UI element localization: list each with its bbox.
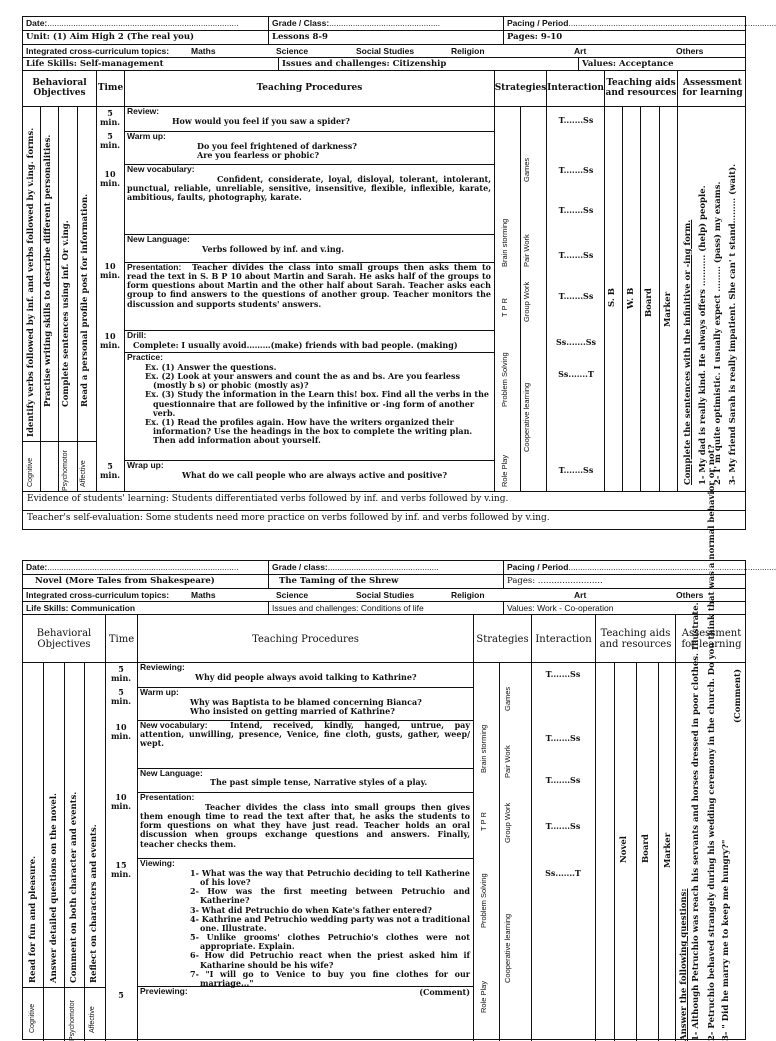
interaction-1: T.......Ss (545, 669, 581, 679)
presentation-text: Teacher divides the class into small groups then gives them enough time to read the text after that, he asks the students to form questions on what they have just read. Teacher holds an oral discussion when groups exchange questions and answers. Finally, teacher checks them. (140, 801, 470, 849)
life-skills: Life Skills: Self-management (26, 59, 164, 69)
col-objectives: Behavioral Objectives (36, 628, 92, 650)
objective-2: Answer detailed questions on the novel. (49, 792, 59, 983)
vocab-section (137, 720, 473, 768)
language-title: New Language: (127, 234, 190, 244)
objectives-area (23, 663, 105, 1041)
subject-religion: Religion (451, 46, 485, 56)
grade-value: ............................................... (327, 562, 439, 572)
pages: Pages: 9-10 (503, 31, 747, 44)
evidence-row: Evidence of students' learning: Students differentiated verbs followed by inf. and verbs followed by v.ing. (23, 491, 745, 510)
grade-label: Grade / Class: (272, 18, 330, 28)
viewing-title: Viewing: (140, 858, 175, 868)
practice-section (124, 352, 494, 460)
time-review: 5 min. (99, 108, 121, 127)
strategy-tpr: T P R (500, 298, 509, 317)
header-row-cross (23, 45, 745, 58)
viewing-question: 3- What did Petruchio do when Kate's father entered? (190, 904, 432, 915)
pacing-label: Pacing / Period (507, 562, 569, 572)
values: Values: Work - Co-operation (503, 602, 747, 614)
interaction-3: T.......Ss (558, 205, 594, 215)
strategy-problem: Problem Solving (479, 873, 488, 928)
strategy-groupwork: Group Work (503, 802, 512, 843)
strategy-pairwork: Pair Work (503, 745, 512, 778)
grade-label: Grade / class: (272, 562, 328, 572)
procedures (137, 663, 473, 1041)
strategy-brainstorming: Brain storming (500, 218, 509, 267)
practice-item: Ex. (1) Answer the questions. (145, 361, 277, 372)
viewing-question: 5- Unlike grooms' clothes Petruchio's clothes were not appropriate. Explain. (190, 932, 470, 952)
warmup-title: Warm up: (140, 687, 179, 697)
unit-title: Unit: (1) Aim High 2 (The real you) (26, 32, 195, 42)
time-vocab: 10 min. (110, 722, 132, 741)
procedures (124, 107, 494, 491)
time-practice: 10 min. (99, 331, 121, 350)
time-warmup: 5 min. (99, 131, 121, 150)
subject-social: Social Studies (356, 46, 415, 56)
warmup-line-1: Do you feel frightened of darkness? (197, 140, 357, 151)
warmup-section (124, 131, 494, 164)
grade-value: ............................................... (329, 18, 441, 28)
cross-label: Integrated cross-curriculum topics: (26, 46, 170, 56)
lesson-title: The Taming of the Shrew (268, 575, 503, 588)
interaction-7: Ss.......T (558, 369, 594, 379)
header-row-unit (23, 31, 745, 45)
assessment-item-2: 2- Petruchio behaved strangely during his wedding ceremony in the church. Do you think that was a normal behavior or not? (707, 444, 717, 1041)
domain-psychomotor: Psychomotor (69, 1000, 76, 1041)
cross-label: Integrated cross-curriculum topics: (26, 590, 170, 600)
issues: Issues and challenges: Conditions of life (268, 602, 503, 614)
strategy-brainstorming: Brain storming (479, 724, 488, 773)
life-skills: Life Skills: Communication (26, 603, 136, 613)
subject-art: Art (574, 590, 587, 600)
language-text: The past simple tense, Narrative styles of a play. (210, 776, 428, 787)
warmup-line-1: Why was Baptista to be blamed concerning Bianca? (190, 696, 422, 707)
presentation-title: Presentation: (140, 792, 195, 802)
col-interaction: Interaction (546, 71, 604, 107)
assessment-instruction: Answer the following questions: (679, 888, 689, 1041)
plan1-body (23, 107, 745, 491)
aid-board: Board (641, 834, 651, 863)
novel-title: Novel (More Tales from Shakespeare) (35, 576, 215, 586)
language-section (124, 234, 494, 262)
interaction-1: T.......Ss (558, 115, 594, 125)
pacing-label: Pacing / Period (507, 18, 569, 28)
aid-novel: Novel (619, 835, 629, 863)
issues: Issues and challenges: Citizenship (278, 58, 578, 70)
strategy-groupwork: Group Work (522, 281, 531, 322)
time-reviewing: 5 min. (110, 664, 132, 683)
col-assessment: Assessment for learning (677, 71, 747, 107)
strategy-games: Games (522, 157, 531, 182)
pacing-value: ........................................................................................ (568, 562, 776, 572)
practice-item: Ex. (1) Read the profiles again. How have the writers organized their information? Use the headings in the box to complete the writing plan. Then add information about yourself. (145, 416, 473, 446)
interaction-4: T.......Ss (545, 821, 581, 831)
practice-item: Ex. (3) Study the information in the Learn this! box. Find all the verbs in the questionnaire that are followed by the infinitive or -ing form of another verb. (145, 389, 490, 418)
objective-4: Read a personal profile post for information. (80, 193, 90, 407)
language-title: New Language: (140, 768, 203, 778)
wrapup-section (124, 460, 494, 491)
warmup-line-2: Are you fearless or phobic? (197, 149, 320, 160)
objective-4: Reflect on characters and events. (89, 824, 99, 983)
pages: Pages: ........................ (503, 575, 747, 588)
domain-affective: Affective (80, 460, 87, 487)
aid-marker: Marker (663, 832, 673, 868)
warmup-line-2: Who insisted on getting married of Kathrine? (190, 705, 395, 716)
review-text: How would you feel if you saw a spider? (172, 115, 350, 126)
aid-marker: Marker (663, 291, 673, 327)
assessment-item-1: 1- My dad is really kind. He always offers ……….. (help) people. (698, 185, 708, 485)
values: Values: Acceptance (578, 58, 747, 70)
time-wrapup: 5 min. (99, 461, 121, 480)
vocab-section (124, 164, 494, 234)
col-time: Time (105, 615, 137, 663)
col-procedures: Teaching Procedures (137, 615, 473, 663)
domain-affective: Affective (89, 1006, 96, 1033)
review-section (124, 107, 494, 131)
aid-sb: S. B (607, 288, 617, 307)
subject-science: Science (276, 46, 309, 56)
interaction-4: T.......Ss (558, 250, 594, 260)
domain-cognitive: Cognitive (29, 1003, 36, 1033)
header-row-cross (23, 589, 745, 602)
column-header-row (23, 615, 745, 663)
time-presentation: 10 min. (99, 261, 121, 280)
date-value: ................................................................................. (47, 18, 239, 28)
presentation-section (137, 792, 473, 858)
self-evaluation-row: Teacher's self-evaluation: Some students need more practice on verbs followed by inf. and verbs followed by v.ing. (23, 510, 745, 529)
header-row-life (23, 58, 745, 71)
col-time: Time (96, 71, 124, 107)
viewing-question: 1- What was the way that Petruchio deciding to tell Katherine of his love? (190, 867, 470, 887)
viewing-comment: (Comment) (419, 987, 470, 998)
subject-religion: Religion (451, 590, 485, 600)
time-presentation: 10 min. (110, 792, 132, 811)
assessment-comment: (Comment) (733, 669, 743, 723)
col-objectives: Behavioral Objectives (32, 78, 87, 98)
subject-others: Others (676, 46, 704, 56)
interaction-5: T.......Ss (558, 291, 594, 301)
assessment-instruction: Complete the sentences with the infinitive or -ing form. (683, 219, 693, 485)
col-strategies: Strategies (494, 71, 546, 107)
interaction-2: T.......Ss (558, 165, 594, 175)
reviewing-text: Why did people always avoid talking to Kathrine? (195, 671, 417, 682)
lessons: Lessons 8-9 (268, 31, 503, 44)
header-row-date (23, 561, 776, 575)
domain-cognitive: Cognitive (27, 457, 34, 487)
time-vocab: 10 min. (99, 169, 121, 188)
assessment-item-1: 1- Although Petruchio was reach his servants and horses dressed in poor clothes. Illustrate. (691, 602, 701, 1041)
objective-3: Comment on both character and events. (69, 791, 79, 983)
viewing-question: 4- Kathrine and Petruchio wedding party was not a traditional one. Illustrate. (190, 913, 470, 933)
strategy-roleplay: Role Play (479, 980, 488, 1013)
wrapup-title: Wrap up: (127, 460, 164, 470)
strategy-problem: Problem Solving (500, 352, 509, 407)
strategy-cooperative: Cooperative learning (503, 913, 512, 983)
subject-maths: Maths (191, 46, 216, 56)
header-row-unit (23, 575, 745, 589)
date-cell (23, 17, 268, 30)
previewing-title: Previewing: (140, 986, 188, 996)
aid-wb: W. B (626, 287, 636, 309)
lesson-plan-1 (22, 16, 776, 530)
col-interaction: Interaction (531, 615, 595, 663)
viewing-question: 7- "I will go to Venice to buy you fine clothes for our marriage..." (190, 968, 470, 989)
drill-section (124, 330, 494, 352)
col-assessment: Assessment for learning (675, 615, 747, 663)
practice-item: Ex. (2) Look at your answers and count the as and bs. Are you fearless (mostly b s) or phobic (mostly as)? (145, 370, 460, 391)
review-title: Review: (127, 106, 160, 116)
header-row-date (23, 17, 776, 31)
drill-title: Drill: (127, 330, 147, 340)
date-value: ................................................................................. (47, 562, 239, 572)
vocab-text: Intend, received, kindly, hanged, untrue, pay attention, unwilling, presence, Venice, fine cloth, gusts, gather, weep/ wept. (140, 719, 470, 749)
interaction-3: T.......Ss (545, 775, 581, 785)
strategy-roleplay: Role Play (500, 454, 509, 487)
language-section (137, 768, 473, 792)
subject-maths: Maths (191, 590, 216, 600)
viewing-question: 6- How did Petruchio react when the priest asked him if Katharine should be his wife? (190, 950, 470, 970)
col-aids: Teaching aids and resources (604, 71, 677, 107)
warmup-title: Warm up: (127, 131, 166, 141)
pacing-value: ........................................................................................ (568, 18, 776, 28)
strategy-pairwork: Pair Work (522, 234, 531, 267)
grade-cell (268, 17, 503, 30)
col-procedures: Teaching Procedures (124, 71, 494, 107)
objectives-area (23, 107, 96, 491)
col-strategies: Strategies (473, 615, 531, 663)
aid-board: Board (644, 288, 654, 317)
presentation-section (124, 262, 494, 330)
language-text: Verbs followed by inf. and v.ing. (202, 243, 345, 254)
assessment-item-3: 3- My friend Sarah is really impatient. She can' t stand……… (wait). (728, 163, 738, 485)
date-label: Date: (26, 562, 48, 572)
drill-text: Complete: I usually avoid………(make) friends with bad people. (making) (133, 339, 458, 350)
interaction-6: Ss.......Ss (555, 337, 597, 347)
presentation-text: Teacher divides the class into small groups then asks them to read the text in S. B P 10 about Martin and Sarah. He asks half of the groups to form questions about Martin and the other half about Sarah. Teacher asks each group to find answers to the questions of another group. Teacher monitors the discussion and supports students' answers. (127, 261, 491, 309)
pacing-cell (503, 17, 776, 30)
header-row-life (23, 602, 745, 615)
wrapup-text: What do we call people who are always active and positive? (182, 469, 448, 480)
col-aids: Teaching aids and resources (595, 615, 675, 663)
subject-others: Others (676, 590, 704, 600)
objective-3: Complete sentences using inf. Or v.ing. (61, 220, 71, 407)
time-previewing: 5 (118, 990, 124, 1000)
interaction-8: T.......Ss (558, 465, 594, 475)
strategy-cooperative: Cooperative learning (522, 382, 531, 452)
objective-1: Identify verbs followed by inf. and verbs followed by v.ing. forms. (26, 127, 36, 437)
reviewing-section (137, 663, 473, 687)
column-header-row (23, 71, 745, 107)
practice-title: Practice: (127, 352, 163, 362)
presentation-title: Presentation: (127, 262, 182, 272)
time-warmup: 5 min. (110, 687, 132, 706)
strategy-games: Games (503, 686, 512, 711)
interaction-5: Ss.......T (545, 868, 581, 878)
subject-art: Art (574, 46, 587, 56)
subject-science: Science (276, 590, 309, 600)
objective-2: Practise writing skills to describe different personalities. (43, 134, 53, 407)
viewing-question: 2- How was the first meeting between Petruchio and Katherine? (190, 886, 470, 906)
vocab-title: New vocabulary: (127, 164, 195, 174)
vocab-text: Confident, considerate, loyal, disloyal, tolerant, intolerant, punctual, reliable, unreliable, sensitive, insensitive, flexible, inflexible, karate, ambitious, faults, photography, karate. (127, 173, 491, 203)
interaction-2: T.......Ss (545, 733, 581, 743)
date-label: Date: (26, 18, 48, 28)
domain-psychomotor: Psychomotor (62, 450, 69, 491)
time-viewing: 15 min. (110, 860, 132, 879)
assessment-item-2: 2- I' m quite optimistic. I usually expect ……… (pass) my exams. (713, 181, 723, 485)
reviewing-title: Reviewing: (140, 662, 185, 672)
assessment-item-3: 3- " Did he marry me to keep me hungry?" (721, 839, 731, 1041)
vocab-title: New vocabulary: (140, 720, 208, 730)
previewing-section (137, 986, 473, 1041)
strategy-tpr: T P R (479, 812, 488, 831)
warmup-section (137, 687, 473, 720)
subject-social: Social Studies (356, 590, 415, 600)
objective-1: Read for fun and pleasure. (28, 855, 38, 983)
